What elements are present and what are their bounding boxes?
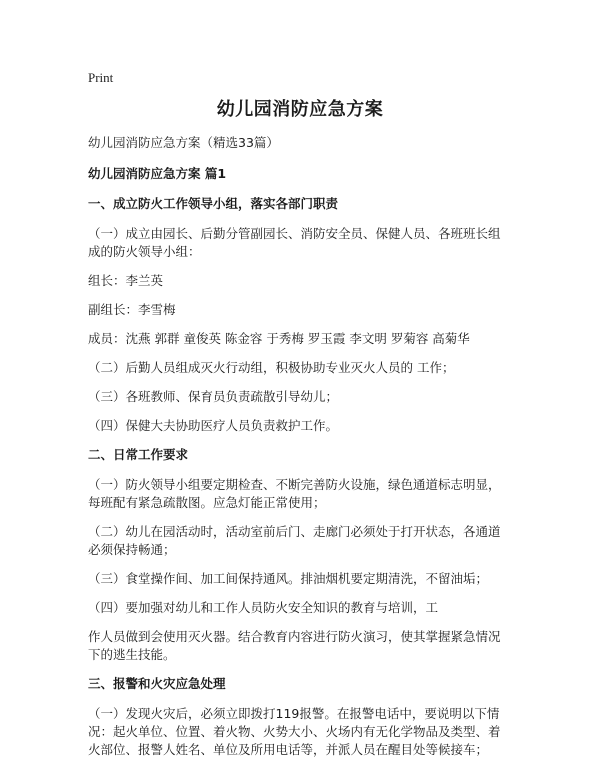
section-2-paragraph-4a: （四）要加强对幼儿和工作人员防火安全知识的教育与培训，工	[88, 600, 439, 615]
section-3-paragraph-1: （一）发现火灾后，必须立即拨打119报警。在报警电话中，要说明以下情况：起火单位、位置、着火物、火势大小、火场内有无化学物品及类型、着火部位、报警人姓名、单位及所用电话等，并派人员在醒目处等候接车；	[88, 706, 501, 757]
members-line: 成员：沈燕 郭群 童俊英 陈金容 于秀梅 罗玉霞 李文明 罗菊容 高菊华	[88, 331, 470, 346]
document-subtitle: 幼儿园消防应急方案（精选33篇）	[88, 135, 279, 150]
section-1-paragraph-1: （一）成立由园长、后勤分管副园长、消防安全员、保健人员、各班班长组成的防火领导小组：	[88, 226, 501, 259]
document-title: 幼儿园消防应急方案	[216, 99, 384, 120]
section-2-title: 二、日常工作要求	[88, 447, 189, 462]
vice-leader-line: 副组长：李雪梅	[88, 302, 176, 317]
section-1-paragraph-3: （三）各班教师、保育员负责疏散引导幼儿；	[88, 389, 339, 404]
section-1-paragraph-4: （四）保健大夫协助医疗人员负责救护工作。	[88, 418, 339, 433]
print-label[interactable]: Print	[88, 70, 114, 85]
article-title: 幼儿园消防应急方案 篇1	[88, 166, 227, 181]
section-2-paragraph-3: （三）食堂操作间、加工间保持通风。排油烟机要定期清洗，不留油垢；	[88, 571, 489, 586]
section-2-paragraph-2: （二）幼儿在园活动时，活动室前后门、走廊门必须处于打开状态，各通道必须保持畅通；	[88, 524, 501, 557]
section-2-paragraph-1: （一）防火领导小组要定期检查、不断完善防火设施，绿色通道标志明显，每班配有紧急疏散图。应急灯能正常使用；	[88, 477, 501, 510]
section-2-paragraph-4b: 作人员做到会使用灭火器。结合教育内容进行防火演习，使其掌握紧急情况下的逃生技能。	[88, 629, 501, 662]
section-1-paragraph-2: （二）后勤人员组成灭火行动组，积极协助专业灭火人员的 工作；	[88, 360, 455, 375]
leader-line: 组长：李兰英	[88, 273, 164, 288]
section-3-title: 三、报警和火灾应急处理	[88, 676, 226, 691]
section-1-title: 一、成立防火工作领导小组，落实各部门职责	[88, 196, 339, 211]
